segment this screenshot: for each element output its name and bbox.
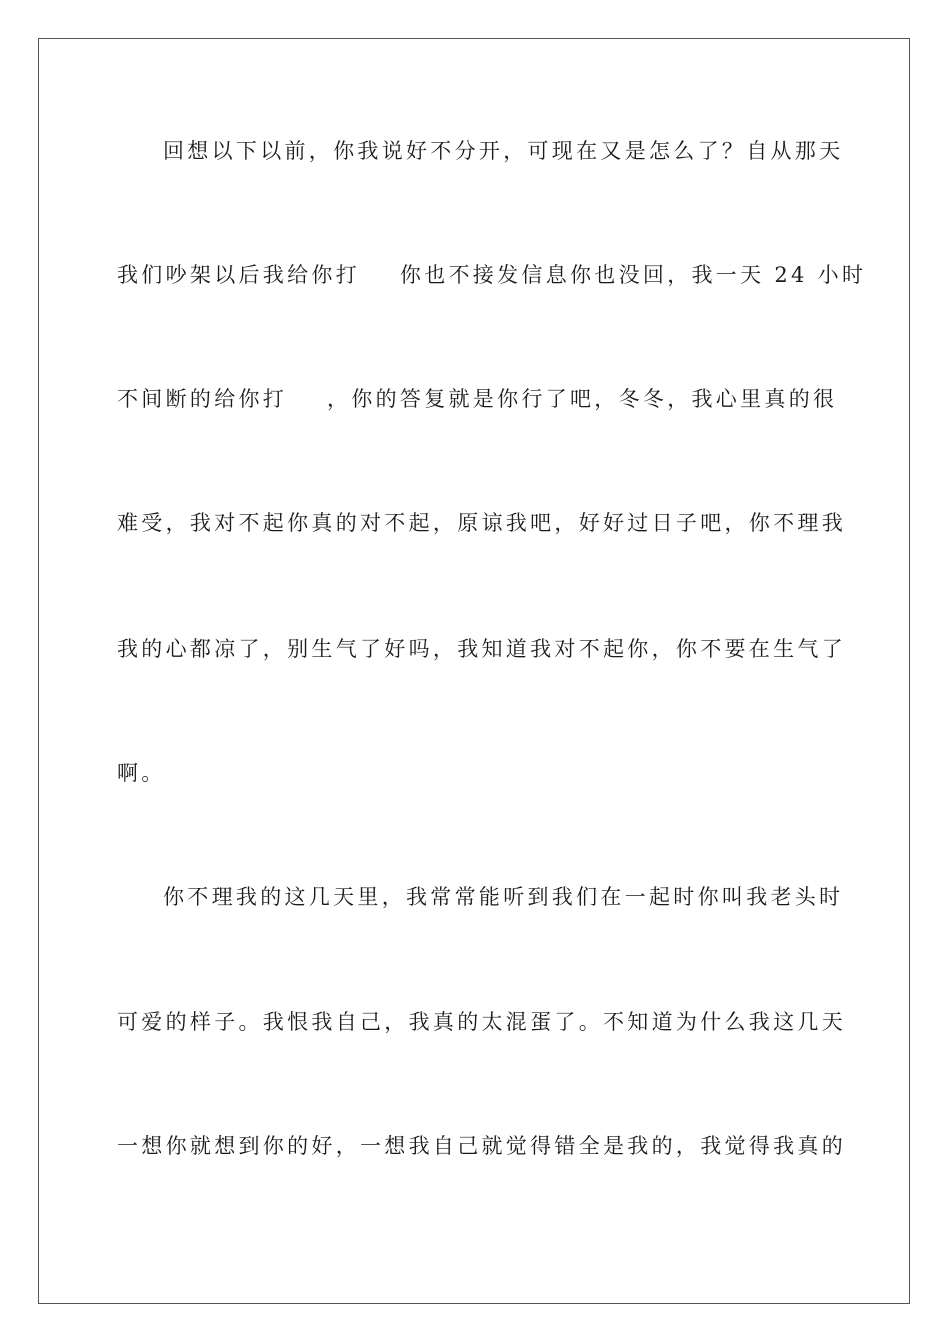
paragraph-1-line-6: 啊。: [117, 761, 166, 785]
paragraph-1-line-3: 不间断的给你打 ，你的答复就是你行了吧，冬冬，我心里真的很: [117, 387, 838, 411]
paragraph-1-line-2: 我们吵架以后我给你打 你也不接发信息你也没回，我一天 24 小时: [117, 263, 867, 287]
paragraph-2-line-2: 可爱的样子。我恨我自己，我真的太混蛋了。不知道为什么我这几天: [117, 1010, 846, 1034]
paragraph-1-line-5: 我的心都凉了，别生气了好吗，我知道我对不起你，你不要在生气了: [117, 637, 846, 661]
paragraph-1-line-4: 难受，我对不起你真的对不起，原谅我吧，好好过日子吧，你不理我: [117, 511, 846, 535]
page-frame: [38, 38, 910, 1304]
paragraph-2-line-3: 一想你就想到你的好，一想我自己就觉得错全是我的，我觉得我真的: [117, 1134, 846, 1158]
paragraph-1-line-1: 回想以下以前，你我说好不分开，可现在又是怎么了？自从那天: [163, 139, 844, 163]
paragraph-2-line-1: 你不理我的这几天里，我常常能听到我们在一起时你叫我老头时: [163, 885, 844, 909]
